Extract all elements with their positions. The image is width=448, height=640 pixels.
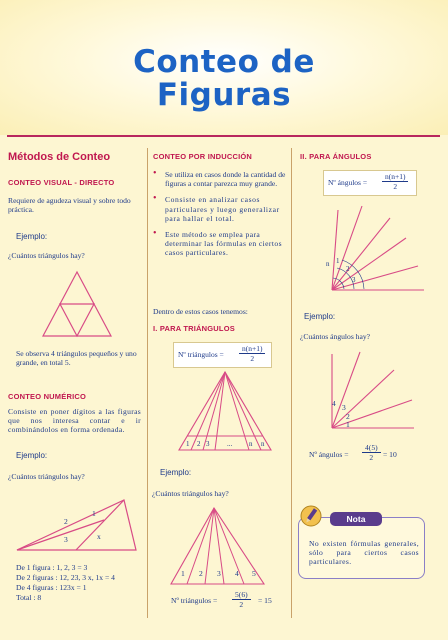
example-question-2: ¿Cuántos triángulos hay? [8,472,85,481]
induction-bullet-1: • Se utiliza en casos donde la cantidad de figuras a contar parezca muy grande. [152,170,288,188]
count-line-2: De 2 figuras : 12, 23, 3 x, 1x = 4 [16,573,115,582]
result-label: Nº triángulos = [171,596,218,605]
angles-formula-denominator: 2 [393,182,398,191]
example-label: Ejemplo: [16,232,48,241]
label-3: 3 [64,535,68,544]
label-1: 1 [92,509,96,518]
fan-label-2: 2 [197,440,201,448]
fan-label-3: 3 [206,440,210,448]
fan-triangle-figure [175,370,275,454]
angle-label-3: 3 [352,276,356,284]
fan2-label-3: 3 [217,569,221,578]
fan2-label-5: 5 [252,569,256,578]
numeric-count-heading: CONTEO NUMÉRICO [8,392,86,401]
fan-label-dots: ... [227,440,233,448]
count-line-1: De 1 figura : 1, 2, 3 = 3 [16,563,88,572]
example-question-4: ¿Cuántos ángulos hay? [300,332,371,341]
angle-label-n: n [326,260,330,268]
page-title-line2: Figuras [156,77,292,113]
example-label-4: Ejemplo: [304,312,336,321]
title-divider [7,135,440,137]
numbered-triangle-figure [14,494,144,556]
example-question-3: ¿Cuántos triángulos hay? [152,489,229,498]
result-value: = 15 [258,596,272,605]
triangles-formula [173,342,272,368]
column-divider-1 [147,148,148,618]
induction-heading: CONTEO POR INDUCCIÓN [153,152,253,161]
ray-label-1: 1 [346,420,350,429]
triangles-result [171,590,286,612]
visual-count-heading: CONTEO VISUAL - DIRECTO [8,178,115,187]
triangle-figure [40,270,120,340]
column-divider-2 [291,148,292,618]
result-numerator: 5(6) [232,590,251,600]
fan-label-n2: n [261,440,265,448]
example-label-2: Ejemplo: [16,451,48,460]
example-label-3: Ejemplo: [160,468,192,477]
example-answer: Se observa 4 triángulos pequeños y uno grande, en total 5. [16,349,137,368]
ray-label-4: 4 [332,399,336,408]
fan2-label-2: 2 [199,569,203,578]
induction-bullets [152,170,288,265]
ray-label-2: 2 [346,412,350,421]
numeric-count-text: Consiste en poner dígitos a las figuras que nos interesa contar e ir combinándolos en forma ordenada. [8,407,141,435]
example-question: ¿Cuántos triángulos hay? [8,251,85,260]
fan2-label-4: 4 [235,569,239,578]
fan2-label-1: 1 [181,569,185,578]
induction-intro: Dentro de estos casos tenemos: [153,307,248,316]
formula-denominator: 2 [250,354,255,363]
count-line-3: De 4 figuras : 123x = 1 [16,583,87,592]
note-text: No existen fórmulas generales, sólo para ciertos casos particulares. [309,539,419,567]
label-x: x [97,532,101,541]
methods-heading: Métodos de Conteo [8,151,111,163]
angles-result [309,442,429,464]
fan-label-1: 1 [186,440,190,448]
angle-rays-figure [320,204,430,298]
angles-result-value: = 10 [383,450,397,459]
induction-bullet-3: • Este método se emplea para determinar las fórmulas en ciertos casos particulares. [152,230,288,258]
visual-count-text: Requiere de agudeza visual y sobre todo práctica. [8,196,131,215]
count-breakdown [16,563,115,603]
triangles-section-heading: I. PARA TRIÁNGULOS [153,324,235,333]
angle-label-2: 2 [346,265,350,273]
label-2: 2 [64,517,68,526]
induction-bullet-2: • Consiste en analizar casos particulares y luego generalizar para hallar el total. [152,195,288,223]
ray-label-3: 3 [342,403,346,412]
result-denominator: 2 [239,600,244,610]
angles-formula [323,170,417,196]
four-angles-figure [328,350,418,432]
fan-label-n1: n [249,440,253,448]
formula-label: Nº triángulos = [178,350,224,359]
pencil-icon [300,505,322,527]
angles-result-denominator: 2 [369,453,374,463]
angles-formula-numerator: n(n+1) [382,172,408,182]
angles-section-heading: II. PARA ÁNGULOS [300,152,372,161]
count-line-4: Total : 8 [16,593,42,602]
angles-result-numerator: 4(5) [362,443,381,453]
angles-formula-label: Nº ángulos = [328,178,368,187]
angles-result-label: Nº ángulos = [309,450,349,459]
angle-label-1: 1 [336,257,340,265]
page-title-line1: Conteo de [133,44,315,80]
note-tab: Nota [330,512,382,526]
formula-numerator: n(n+1) [239,344,265,354]
